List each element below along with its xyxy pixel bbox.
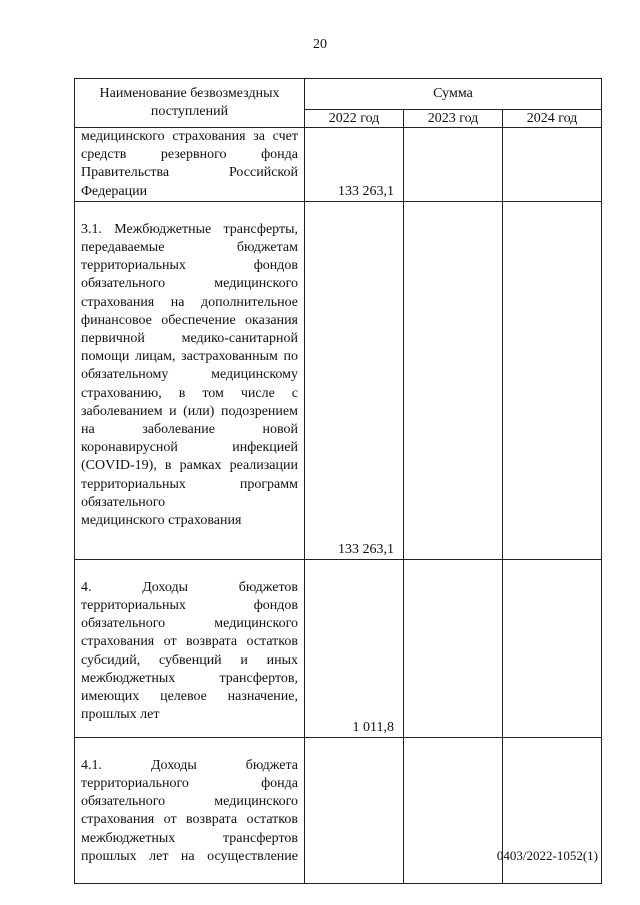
header-year-2024: 2024 год: [503, 110, 602, 128]
value-2022: 133 263,1: [305, 128, 404, 202]
row-text: 3.1. Межбюджетные трансферты, передаваемые бюджетам территориальных фондов обязательного медицинского страхования на дополнительное финансовое обеспечение оказания первичной медико-санитарной помощи лицам, застрахованным по обязательному медицинскому страхованию, в том числе с заболеванием и (или) подозрением на заболевание новой коронавирусной инфекцией (COVID-19), в рамках реализации территориальных программ обязательного: [81, 221, 298, 510]
header-year-2023: 2023 год: [404, 110, 503, 128]
row-text-last: медицинского страхования: [81, 513, 242, 529]
header-name-cell: Наименование безвозмездных поступлений: [75, 79, 305, 128]
value-2023: [404, 128, 503, 202]
row-name-cell: [75, 737, 305, 883]
row-text-last: Федерации: [81, 183, 148, 199]
value-2023: [404, 737, 503, 883]
table-row: [75, 128, 602, 202]
table-row: [75, 559, 602, 737]
table-row: [75, 201, 602, 559]
row-text-last: прошлых лет: [81, 707, 160, 723]
header-sum-cell: Сумма: [305, 79, 602, 110]
document-code: 0403/2022-1052(1): [496, 848, 598, 863]
value-2024: [503, 201, 602, 559]
row-text: 4.1. Доходы бюджета территориального фонда обязательного медицинского страхования от возврата остатков межбюджетных трансфертов прошлых лет на осуществление: [81, 757, 298, 864]
value-2024: [503, 128, 602, 202]
value-2022: [305, 737, 404, 883]
page-number: 20: [313, 37, 327, 52]
row-name-cell: [75, 128, 305, 202]
row-name-cell: [75, 559, 305, 737]
value-2022: 1 011,8: [305, 559, 404, 737]
revenue-table: [74, 78, 602, 884]
header-year-2022: 2022 год: [305, 110, 404, 128]
value-2023: [404, 201, 503, 559]
value-2022: 133 263,1: [305, 201, 404, 559]
value-2023: [404, 559, 503, 737]
row-text: медицинского страхования за счет средств резервного фонда Правительства Российской: [81, 129, 298, 181]
table-header-row: [75, 79, 602, 110]
value-2024: [503, 559, 602, 737]
row-name-cell: [75, 201, 305, 559]
row-text: 4. Доходы бюджетов территориальных фондов обязательного медицинского страхования от возврата остатков субсидий, субвенций и иных межбюджетных трансфертов, имеющих целевое назначение,: [81, 579, 298, 705]
